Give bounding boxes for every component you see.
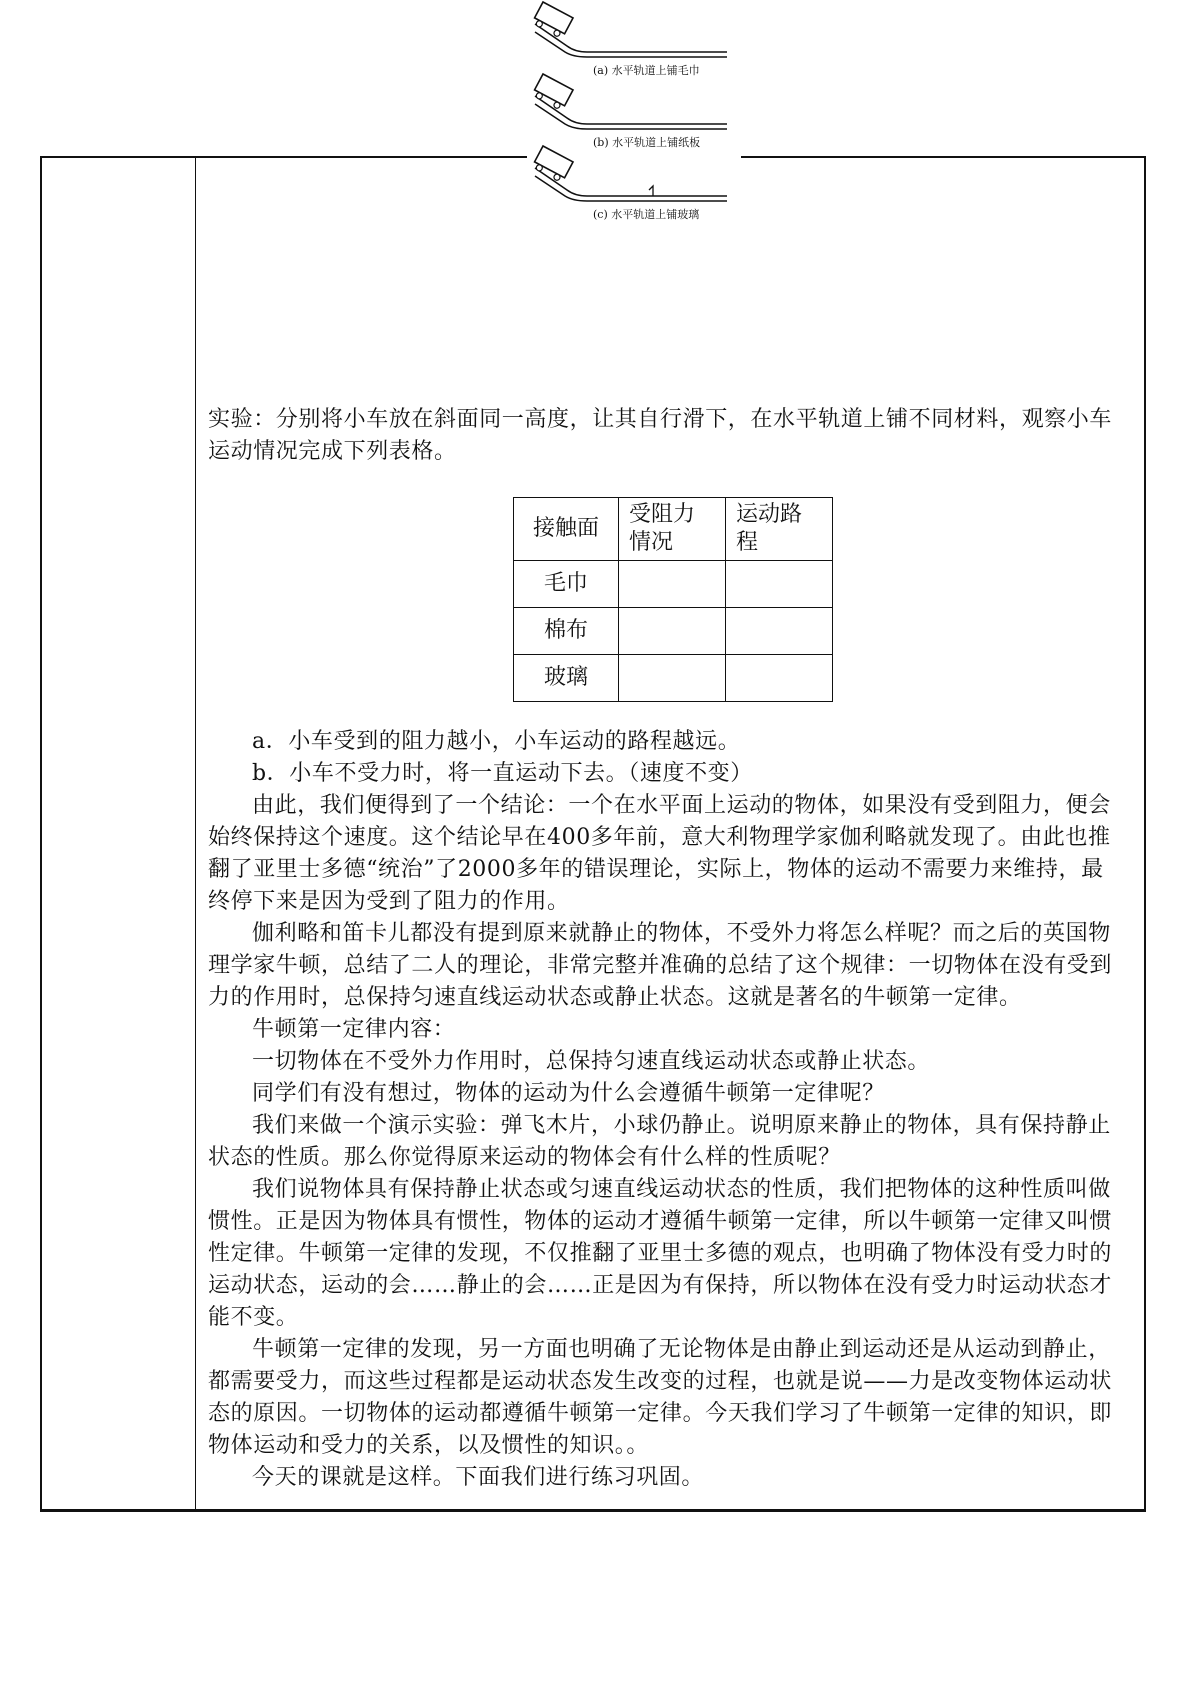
paragraph: 我们来做一个演示实验：弹飞木片，小球仍静止。说明原来静止的物体，具有保持静止状态的性质。那么你觉得原来运动的物体会有什么样的性质呢？ [208,1113,1111,1170]
caption-a: (a) 水平轨道上铺毛巾 [593,64,700,77]
paragraph: 由此，我们便得到了一个结论：一个在水平面上运动的物体，如果没有受到阻力，便会始终保持这个速度。这个结论早在400多年前，意大利物理学家伽利略就发现了。由此也推翻了亚里士多德“统治”了2000多年的错误理论，实际上，物体的运动不需要力来维持，最终停下来是因为受到了阻力的作用。 [208,793,1111,914]
distance-cell[interactable] [726,655,833,702]
caption-c: (c) 水平轨道上铺玻璃 [593,208,700,221]
caption-b: (b) 水平轨道上铺纸板 [593,136,701,149]
resistance-cell[interactable] [619,608,726,655]
table-header-row [514,498,833,561]
header-resistance: 受阻力情况 [619,498,726,561]
lesson-body [208,726,1118,1494]
table-row [514,608,833,655]
paragraph: a．小车受到的阻力越小，小车运动的路程越远。 [252,729,741,754]
paragraph: 我们说物体具有保持静止状态或匀速直线运动状态的性质，我们把物体的这种性质叫做惯性。正是因为物体具有惯性，物体的运动才遵循牛顿第一定律，所以牛顿第一定律又叫惯性定律。牛顿第一定律的发现，不仅推翻了亚里士多德的观点，也明确了物体没有受力时的运动状态，运动的会……静止的会……正是因为有保持，所以物体在没有受力时运动状态才能不变。 [208,1177,1113,1330]
incline-panel-c [532,146,727,221]
incline-panel-a [532,2,727,77]
results-table [513,497,833,702]
experiment-description [208,404,1118,468]
distance-cell[interactable] [726,608,833,655]
resistance-cell[interactable] [619,561,726,608]
surface-cell: 棉布 [514,608,619,655]
incline-experiment-figure [527,0,741,240]
header-contact-surface: 接触面 [514,498,619,561]
paragraph: 牛顿第一定律的发现，另一方面也明确了无论物体是由静止到运动还是从运动到静止，都需要受力，而这些过程都是运动状态发生改变的过程，也就是说——力是改变物体运动状态的原因。一切物体的运动都遵循牛顿第一定律。今天我们学习了牛顿第一定律的知识，即物体运动和受力的关系，以及惯性的知识。。 [208,1337,1113,1458]
surface-cell: 毛巾 [514,561,619,608]
distance-cell[interactable] [726,561,833,608]
left-column [42,158,196,1509]
paragraph: 今天的课就是这样。下面我们进行练习巩固。 [252,1465,705,1490]
header-distance: 运动路程 [726,498,833,561]
paragraph: 牛顿第一定律内容： [252,1017,456,1042]
resistance-cell[interactable] [619,655,726,702]
incline-diagram [527,0,741,240]
paragraph: b．小车不受力时，将一直运动下去。（速度不变） [252,761,753,786]
surface-cell: 玻璃 [514,655,619,702]
paragraph: 伽利略和笛卡儿都没有提到原来就静止的物体，不受外力将怎么样呢？而之后的英国物理学家牛顿，总结了二人的理论，非常完整并准确的总结了这个规律：一切物体在没有受到力的作用时，总保持匀速直线运动状态或静止状态。这就是著名的牛顿第一定律。 [208,921,1113,1010]
incline-panel-b [532,74,727,149]
table-row [514,655,833,702]
experiment-text: 实验：分别将小车放在斜面同一高度，让其自行滑下，在水平轨道上铺不同材料，观察小车运动情况完成下列表格。 [208,407,1113,464]
paragraph: 一切物体在不受外力作用时，总保持匀速直线运动状态或静止状态。 [252,1049,931,1074]
paragraph: 同学们有没有想过，物体的运动为什么会遵循牛顿第一定律呢？ [252,1081,885,1106]
table-row [514,561,833,608]
